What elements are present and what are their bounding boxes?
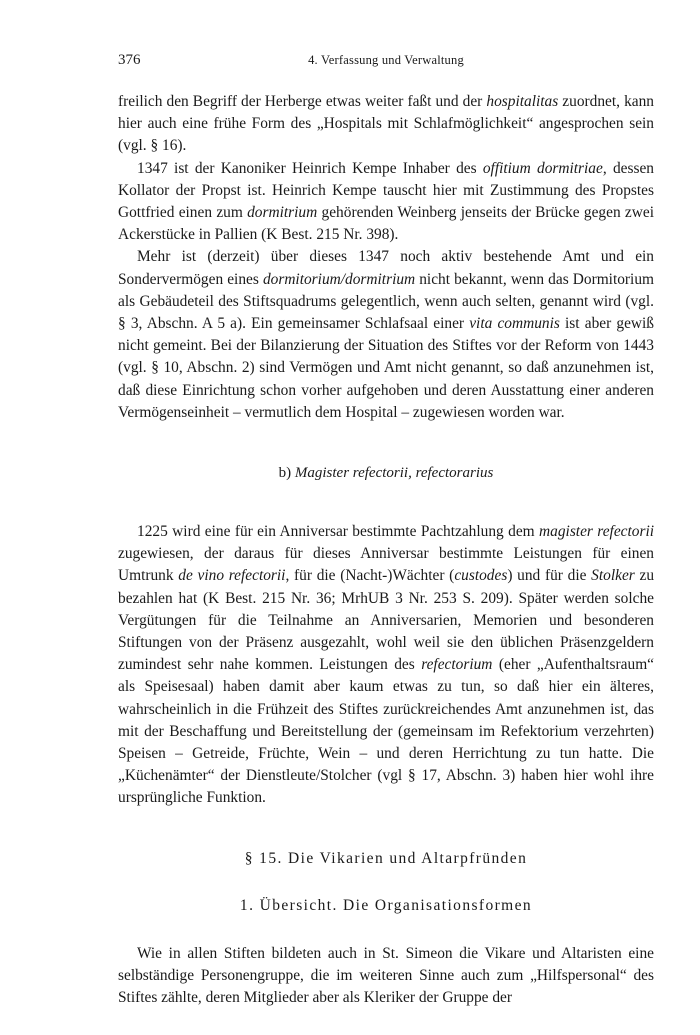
text-run: zu bezahlen hat (K Best. 215 Nr. 36; MrhUB 3 Nr. 253 S. 209). Später werden solche Vergütungen für die Teilnahme an Anniversarien, Memorien und besonderen Stiftungen von der Präsenz ausgezahlt, wohl weil sie den üblichen Präsenzgeldern zumindest sehr nahe kommen. Leistungen des: [118, 567, 655, 674]
section-heading: § 15. Die Vikarien und Altarpfründen: [244, 849, 528, 867]
paragraph-hospital: [118, 91, 654, 158]
latin-term: custodes: [454, 567, 508, 585]
text-run: , dessen Kollator der Propst ist. Heinrich Kempe tauscht hier mit Zustimmung des Propstes Gottfried einen zum: [118, 159, 654, 222]
latin-term: magister refectorii: [539, 523, 654, 541]
text-run: nicht bekannt, wenn das Dormitorium als Gebäudeteil des Stiftsquadrums gelegentlich, wenn auch selten, genannt wird (vgl. § 3, Abschn. A 5 a). Ein gemeinsamer Schlafsaal einer: [118, 270, 654, 333]
page-number: 376: [118, 52, 141, 68]
latin-term: refectorium: [421, 656, 493, 674]
subsection-letter: b): [278, 465, 295, 482]
paragraph-kempe: [118, 158, 654, 247]
latin-term: dormitrium: [247, 204, 318, 222]
text-run: Mehr ist (derzeit) über dieses 1347 noch aktiv bestehende Amt und ein Sondervermögen eines: [118, 248, 654, 288]
subsection-heading-b: [118, 462, 654, 484]
text-run: ist aber gewiß nicht gemeint. Bei der Bilanzierung der Situation des Stiftes vor der Reform von 1443 (vgl. § 10, Abschn. 2) sind Vermögen und Amt nicht genannt, so daß anzunehmen ist, daß diese Einrichtung schon vorher aufgehoben und deren Ausstattung einer anderen Vermögenseinheit – vermutlich dem Hospital – zugewiesen worden war.: [118, 315, 654, 421]
text-run: 1225 wird eine für ein Anniversar bestimmte Pachtzahlung dem: [137, 523, 540, 541]
latin-term: offitium dormitriae: [482, 159, 603, 177]
paragraph-dormitorium: [118, 246, 654, 424]
running-head: 4. Verfassung und Verwaltung: [308, 53, 464, 67]
paragraph-magister-refectorii: [118, 521, 654, 810]
page-header: [118, 52, 654, 72]
text-run: (eher „Aufenthaltsraum“ als Speisesaal) haben damit aber kaum etwas zu tun, so daß hier ein älteres, wahrscheinlich in die Frühzeit des Stiftes zurückreichendes Amt anzunehmen ist, das mit der Beschaffung und Bereitstellung der (gemeinsam im Refektorium verzehrten) Speisen – Getreide, Früchte, Wein – und deren Herrichtung zu tun hatte. Die „Küchenämter“ der Dienstleute/Stolcher (vgl § 17, Abschn. 3) haben hier wohl ihre ursprüngliche Funktion.: [118, 656, 654, 807]
subsection-heading-1: 1. Übersicht. Die Organisationsformen: [239, 896, 533, 914]
text-run: freilich den Begriff der Herberge etwas weiter faßt und der: [118, 93, 487, 110]
text-run: gehörenden Weinberg jenseits der Brücke gegen zwei Ackerstücke in Pallien (K Best. 215 Nr. 398).: [118, 204, 654, 244]
latin-term: Stolker: [591, 567, 635, 585]
latin-term: de vino refectorii: [178, 567, 286, 585]
text-run: 1347 ist der Kanoniker Heinrich Kempe Inhaber des: [137, 159, 483, 177]
text-run: ) und für die: [507, 567, 592, 585]
text-run: , für die (Nacht-)Wächter (: [285, 567, 455, 585]
latin-term: vita communis: [469, 315, 560, 333]
text-run: zuordnet, kann hier auch eine frühe Form des „Hospitals mit Schlafmöglichkeit“ angesprochen sein (vgl. § 16).: [118, 93, 654, 155]
subsection-title: Magister refectorii, refectorarius: [294, 465, 494, 482]
latin-term: hospitalitas: [486, 93, 559, 110]
paragraph-vikare: Wie in allen Stiften bildeten auch in St. Simeon die Vikare und Altaristen eine selbständige Personengruppe, die im weiteren Sinne auch zum „Hilfspersonal“ des Stiftes zählte, deren Mitglieder aber als Kleriker der Gruppe der: [118, 944, 654, 1007]
text-run: zugewiesen, der daraus für dieses Anniversar bestimmte Leistungen für einen Umtrunk: [118, 545, 654, 585]
latin-term: dormitorium/dormitrium: [262, 270, 416, 288]
page-body: [118, 91, 654, 1009]
